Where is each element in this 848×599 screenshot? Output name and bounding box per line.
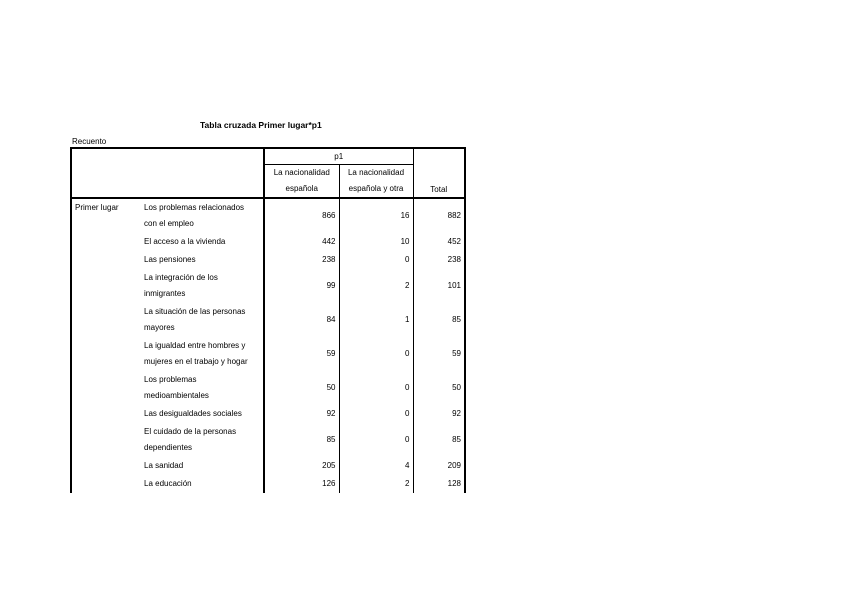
header-col-2-line-1: La nacionalidad <box>339 165 413 182</box>
crosstab-table <box>70 147 466 493</box>
row-label <box>141 405 264 423</box>
row-label <box>141 198 264 233</box>
header-col-2-line-2: española y otra <box>339 181 413 198</box>
row-label <box>141 269 264 303</box>
cell-total: 128 <box>413 475 465 493</box>
cell-total: 209 <box>413 457 465 475</box>
row-label <box>141 233 264 251</box>
header-total: Total <box>413 148 465 198</box>
row-label-line: mayores <box>144 323 175 332</box>
row-label <box>141 337 264 371</box>
row-label <box>141 475 264 493</box>
row-group-label: Primer lugar <box>71 198 141 493</box>
cell-total: 50 <box>413 371 465 405</box>
header-col-1-line-1: La nacionalidad <box>264 165 339 182</box>
row-label-line: inmigrantes <box>144 289 186 298</box>
cell-total: 101 <box>413 269 465 303</box>
cell-count: 0 <box>339 405 413 423</box>
cell-total: 882 <box>413 198 465 233</box>
row-label-line: con el empleo <box>144 219 194 228</box>
row-label-line: La igualdad entre hombres y <box>144 341 246 350</box>
row-label-line: El acceso a la vivienda <box>144 237 226 246</box>
row-label-line: El cuidado de la personas <box>144 427 237 436</box>
row-label <box>141 251 264 269</box>
header-col-1-line-2: española <box>264 181 339 198</box>
row-label <box>141 457 264 475</box>
cell-count: 92 <box>264 405 339 423</box>
cell-count: 205 <box>264 457 339 475</box>
row-label-line: La sanidad <box>144 461 184 470</box>
cell-count: 99 <box>264 269 339 303</box>
cell-count: 1 <box>339 303 413 337</box>
row-label-line: La integración de los <box>144 273 218 282</box>
row-label-line: La educación <box>144 479 192 488</box>
cell-count: 866 <box>264 198 339 233</box>
cell-count: 2 <box>339 269 413 303</box>
table-row <box>71 198 465 233</box>
cell-count: 442 <box>264 233 339 251</box>
cell-total: 85 <box>413 303 465 337</box>
header-corner <box>71 148 264 198</box>
cell-count: 238 <box>264 251 339 269</box>
cell-total: 85 <box>413 423 465 457</box>
row-label <box>141 423 264 457</box>
row-label-line: dependientes <box>144 443 193 452</box>
row-label-line: mujeres en el trabajo y hogar <box>144 357 248 366</box>
row-label <box>141 371 264 405</box>
table-title: Tabla cruzada Primer lugar*p1 <box>200 120 322 130</box>
cell-total: 59 <box>413 337 465 371</box>
cell-count: 126 <box>264 475 339 493</box>
cell-total: 452 <box>413 233 465 251</box>
header-group-row <box>71 148 465 165</box>
row-label-line: Los problemas relacionados <box>144 203 245 212</box>
row-label-line: Los problemas <box>144 375 197 384</box>
row-label-line: Las pensiones <box>144 255 196 264</box>
cell-count: 4 <box>339 457 413 475</box>
row-label-line: La situación de las personas <box>144 307 246 316</box>
cell-count: 10 <box>339 233 413 251</box>
cell-count: 59 <box>264 337 339 371</box>
row-label-line: Las desigualdades sociales <box>144 409 242 418</box>
cell-count: 0 <box>339 337 413 371</box>
cell-count: 50 <box>264 371 339 405</box>
cell-total: 92 <box>413 405 465 423</box>
cell-count: 16 <box>339 198 413 233</box>
cell-count: 2 <box>339 475 413 493</box>
header-group-p1: p1 <box>264 148 413 165</box>
cell-total: 238 <box>413 251 465 269</box>
cell-count: 85 <box>264 423 339 457</box>
cell-count: 84 <box>264 303 339 337</box>
cell-count: 0 <box>339 251 413 269</box>
row-label-line: medioambientales <box>144 391 209 400</box>
cell-count: 0 <box>339 423 413 457</box>
cell-count: 0 <box>339 371 413 405</box>
table-subtitle: Recuento <box>72 137 107 146</box>
row-label <box>141 303 264 337</box>
